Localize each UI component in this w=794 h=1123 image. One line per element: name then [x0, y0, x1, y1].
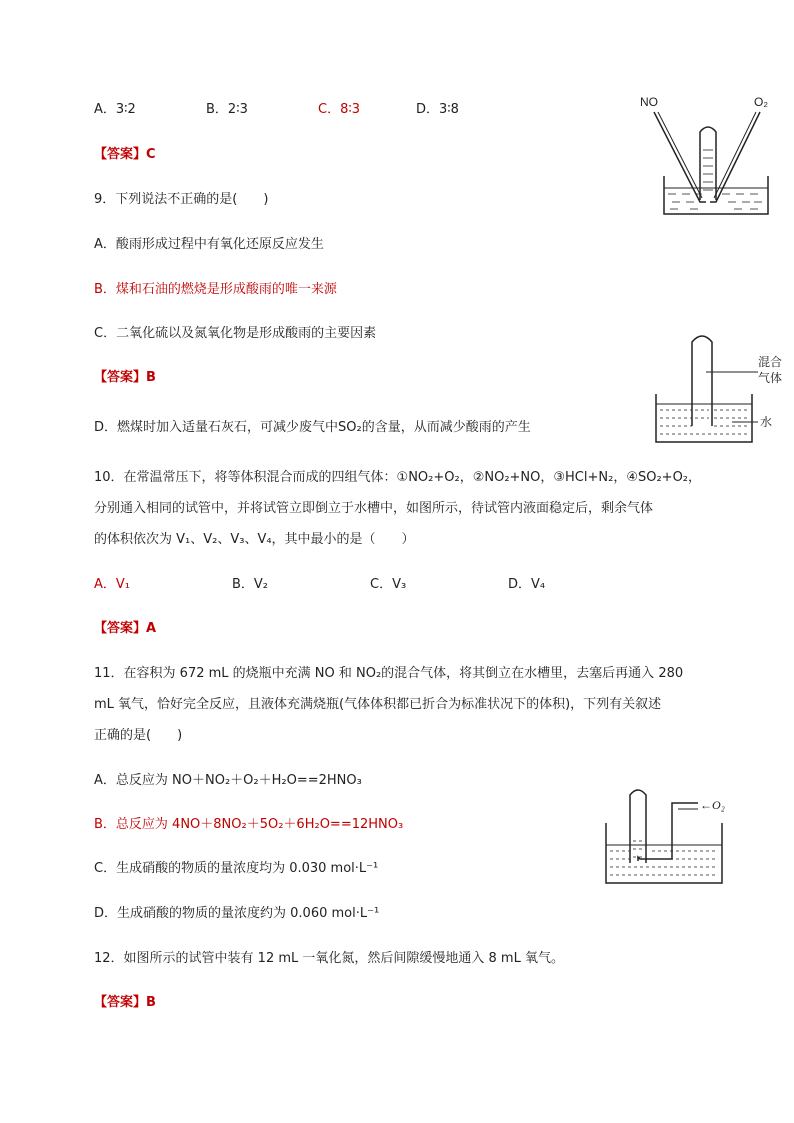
q9-option-b: B．煤和石油的燃烧是形成酸雨的唯一来源 [94, 282, 337, 297]
q12-answer [94, 993, 156, 1013]
q10-answer [94, 619, 156, 639]
trough-diagram-1 [636, 90, 776, 222]
q9-answer [94, 368, 156, 388]
answer-value: A [146, 621, 157, 636]
q11-stem-line2: mL 氧气，恰好完全反应，且液体充满烧瓶(气体体积都已折合为标准状况下的体积)，下列有关叙述 [94, 697, 662, 712]
q11-option-c: C．生成硝酸的物质的量浓度均为 0.030 mol·L⁻¹ [94, 861, 379, 876]
label-o2: O₂ [754, 95, 768, 109]
q10-option-b: B．V₂ [232, 577, 269, 592]
answer-tag: 【答案】 [94, 370, 147, 385]
q8-option-d: D．3∶8 [416, 102, 459, 117]
answer-tag: 【答案】 [94, 621, 147, 636]
q10-stem-line3: 的体积依次为 V₁、V₂、V₃、V₄，其中最小的是（ ） [94, 532, 415, 547]
answer-value: B [146, 370, 156, 385]
figure-no-o2-trough [636, 90, 776, 222]
q11-stem-line1: 11．在容积为 672 mL 的烧瓶中充满 NO 和 NO₂的混合气体，将其倒立在水槽里，去塞后再通入 280 [94, 666, 684, 681]
trough-diagram-2 [652, 330, 792, 448]
q8-option-c: C．8∶3 [318, 102, 361, 117]
q11-option-b: B．总反应为 4NO＋8NO₂＋5O₂＋6H₂O==12HNO₃ [94, 817, 404, 832]
trough-diagram-3 [600, 783, 740, 889]
answer-tag: 【答案】 [94, 995, 147, 1010]
q11-option-a: A．总反应为 NO＋NO₂＋O₂＋H₂O==2HNO₃ [94, 773, 362, 788]
figure-mixed-gas-trough [652, 330, 792, 448]
label-mixed: 混合 [758, 355, 783, 369]
figure-o2-inlet-trough [600, 783, 740, 889]
q9-option-a: A．酸雨形成过程中有氧化还原反应发生 [94, 237, 324, 252]
q10-option-c: C．V₃ [370, 577, 407, 592]
q9-option-d: D．燃煤时加入适量石灰石，可减少废气中SO₂的含量，从而减少酸雨的产生 [94, 420, 531, 435]
q8-option-b: B．2∶3 [206, 102, 248, 117]
q10-stem-line2: 分别通入相同的试管中，并将试管立即倒立于水槽中，如图所示，待试管内液面稳定后，剩余气体 [94, 501, 654, 516]
q11-stem-line3: 正确的是( ) [94, 728, 183, 743]
answer-value: C [146, 147, 156, 162]
q10-option-a: A．V₁ [94, 577, 130, 592]
label-no: NO [640, 95, 658, 109]
q12-stem: 12．如图所示的试管中装有 12 mL 一氧化氮，然后间隙缓慢地通入 8 mL 氧气。 [94, 951, 564, 966]
answer-value: B [146, 995, 156, 1010]
answer-tag: 【答案】 [94, 147, 147, 162]
q10-option-d: D．V₄ [508, 577, 546, 592]
q8-answer [94, 145, 156, 165]
label-gas: 气体 [758, 371, 783, 385]
q8-option-a: A．3∶2 [94, 102, 136, 117]
q9-stem: 9．下列说法不正确的是( ) [94, 192, 269, 207]
label-water: 水 [760, 415, 773, 429]
q11-option-d: D．生成硝酸的物质的量浓度约为 0.060 mol·L⁻¹ [94, 906, 380, 921]
q9-option-c: C．二氧化硫以及氮氧化物是形成酸雨的主要因素 [94, 326, 377, 341]
q10-stem-line1: 10．在常温常压下，将等体积混合而成的四组气体：①NO₂+O₂，②NO₂+NO，③HCl+N₂，④SO₂+O₂， [94, 470, 702, 485]
label-o2-inlet: ←O₂ [700, 798, 725, 812]
